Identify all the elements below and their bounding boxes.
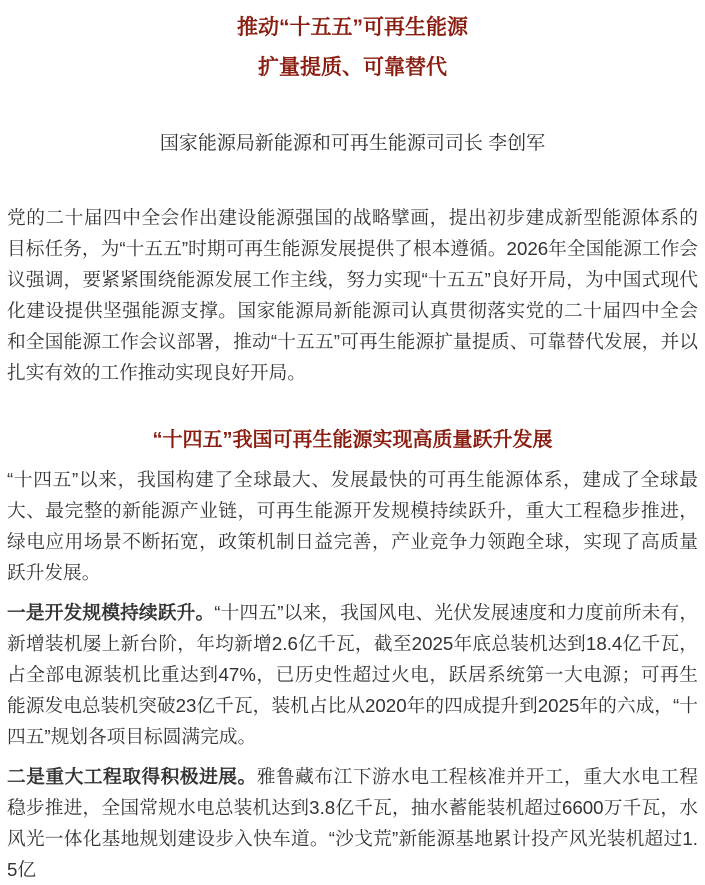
article [7, 14, 698, 885]
point-1-paragraph [7, 597, 698, 752]
article-title-line1: 推动“十五五”可再生能源 [237, 16, 468, 39]
point-2-paragraph [7, 761, 698, 885]
section-heading: “十四五”我国可再生能源实现高质量跃升发展 [152, 429, 553, 451]
point-2-text: 雅鲁藏布江下游水电工程核准并开工，重大水电工程稳步推进，全国常规水电总装机达到3.8亿千瓦，抽水蓄能装机超过6600万千瓦，水风光一体化基地规划建设步入快车道。“沙戈荒”新能源基地累计投产风光装机超过1.5亿 [7, 766, 699, 880]
intro-paragraph: 党的二十届四中全会作出建设能源强国的战略擘画，提出初步建成新型能源体系的目标任务，为“十五五”时期可再生能源发展提供了根本遵循。2026年全国能源工作会议强调，要紧紧围绕能源发展工作主线，努力实现“十五五”良好开局，为中国式现代化建设提供坚强能源支撑。国家能源局新能源司认真贯彻落实党的二十届四中全会和全国能源工作会议部署，推动“十五五”可再生能源扩量提质、可靠替代发展，并以扎实有效的工作推动实现良好开局。 [7, 207, 698, 383]
section-intro-paragraph: “十四五”以来，我国构建了全球最大、发展最快的可再生能源体系，建成了全球最大、最完整的新能源产业链，可再生能源开发规模持续跃升，重大工程稳步推进，绿电应用场景不断拓宽，政策机制日益完善，产业竞争力领跑全球，实现了高质量跃升发展。 [7, 469, 698, 583]
article-title-line2: 扩量提质、可靠替代 [258, 56, 447, 79]
article-title [7, 14, 698, 82]
point-1-lead: 一是开发规模持续跃升。 [7, 602, 215, 623]
point-2-lead: 二是重大工程取得积极进展。 [7, 766, 257, 787]
article-byline: 国家能源局新能源和可再生能源司司长 李创军 [159, 133, 546, 154]
point-1-text: “十四五”以来，我国风电、光伏发展速度和力度前所未有，新增装机屡上新台阶，年均新增2.6亿千瓦，截至2025年底总装机达到18.4亿千瓦，占全部电源装机比重达到47%，已历史性超过火电，跃居系统第一大电源；可再生能源发电总装机突破23亿千瓦，装机占比从2020年的四成提升到2025年的六成，“十四五”规划各项目标圆满完成。 [7, 602, 699, 747]
